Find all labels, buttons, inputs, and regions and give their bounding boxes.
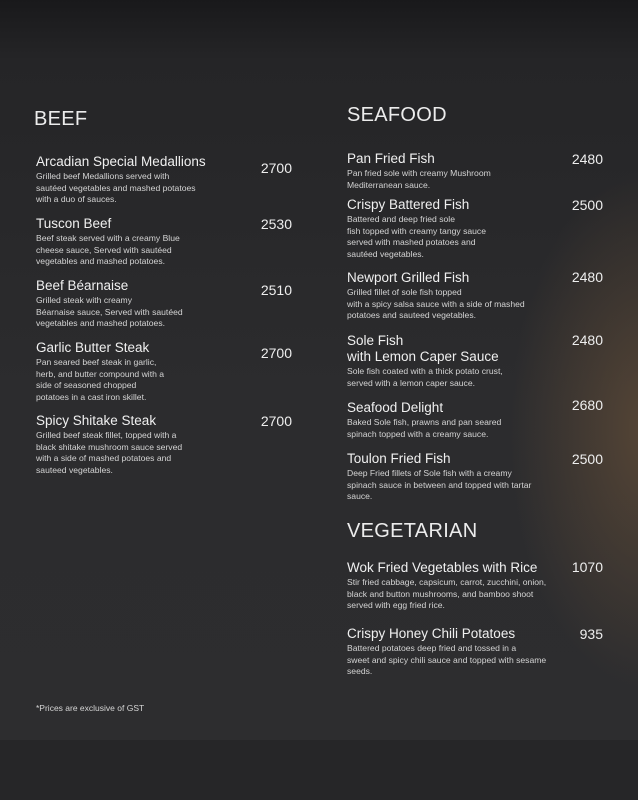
menu-item (36, 216, 236, 268)
menu-item (347, 451, 547, 503)
item-name: Beef Béarnaise (36, 278, 129, 293)
item-price: 2500 (571, 451, 603, 467)
item-name: Tuscon Beef (36, 216, 112, 231)
item-name: Wok Fried Vegetables with Rice (347, 560, 538, 575)
item-price: 2480 (571, 269, 603, 285)
item-name: Arcadian Special Medallions (36, 154, 206, 169)
item-description: Grilled beef Medallions served with sautéed vegetables and mashed potatoes with a duo of sauces. (36, 171, 196, 204)
item-price: 2530 (260, 216, 292, 232)
item-price: 1070 (571, 559, 603, 575)
item-name: Garlic Butter Steak (36, 340, 150, 355)
item-description: Beef steak served with a creamy Blue cheese sauce, Served with sautéed vegetables and mashed potatoes. (36, 233, 180, 266)
item-price: 2510 (260, 282, 292, 298)
menu-item (36, 278, 236, 330)
item-description: Grilled steak with creamy Béarnaise sauce, Served with sautéed vegetables and mashed potatoes. (36, 295, 183, 328)
vegetarian-heading: VEGETARIAN (347, 520, 478, 542)
item-price: 2480 (571, 332, 603, 348)
item-price: 935 (579, 626, 603, 642)
item-price: 2500 (571, 197, 603, 213)
item-price: 2480 (571, 151, 603, 167)
item-name: Toulon Fried Fish (347, 451, 451, 466)
item-price: 2680 (571, 397, 603, 413)
menu-item (347, 151, 547, 191)
item-name: Spicy Shitake Steak (36, 413, 157, 428)
item-description: Pan seared beef steak in garlic, herb, and butter compound with a side of seasoned chopped potatoes in a cast iron skillet. (36, 357, 165, 402)
item-price: 2700 (260, 413, 292, 429)
item-price: 2700 (260, 345, 292, 361)
item-description: Pan fried sole with creamy Mushroom Mediterranean sauce. (347, 168, 491, 190)
item-description: Baked Sole fish, prawns and pan seared spinach topped with a creamy sauce. (347, 417, 502, 439)
menu-item (36, 413, 236, 476)
item-description: Battered potatoes deep fried and tossed in a sweet and spicy chili sauce and topped with sesame seeds. (347, 643, 547, 676)
beef-heading: BEEF (34, 108, 88, 130)
seafood-heading: SEAFOOD (347, 104, 447, 126)
item-name: Crispy Honey Chili Potatoes (347, 626, 516, 641)
item-name: Sole Fish with Lemon Caper Sauce (347, 333, 499, 364)
item-description: Grilled fillet of sole fish topped with a spicy salsa sauce with a side of mashed potatoes and sauteed vegetables. (347, 287, 525, 320)
menu-item (347, 400, 547, 440)
item-name: Newport Grilled Fish (347, 270, 470, 285)
item-name: Pan Fried Fish (347, 151, 435, 166)
item-price: 2700 (260, 160, 292, 176)
menu-item (347, 333, 547, 389)
menu-item (347, 270, 547, 322)
menu-item (36, 154, 236, 206)
item-description: Deep Fried fillets of Sole fish with a creamy spinach sauce in between and topped with tartar sauce. (347, 468, 532, 501)
item-description: Sole fish coated with a thick potato crust, served with a lemon caper sauce. (347, 366, 503, 388)
menu-item (347, 197, 547, 260)
item-description: Stir fried cabbage, capsicum, carrot, zucchini, onion, black and button mushrooms, and bamboo shoot served with egg fried rice. (347, 577, 547, 610)
item-description: Battered and deep fried sole fish topped with creamy tangy sauce served with mashed potatoes and sautéed vegetables. (347, 214, 487, 259)
bottom-band (0, 740, 638, 800)
gst-footnote: *Prices are exclusive of GST (36, 703, 145, 713)
item-name: Seafood Delight (347, 400, 444, 415)
item-description: Grilled beef steak fillet, topped with a black shitake mushroom sauce served with a side of mashed potatoes and sauteed vegetables. (36, 430, 183, 475)
menu-item (36, 340, 236, 403)
item-name: Crispy Battered Fish (347, 197, 470, 212)
